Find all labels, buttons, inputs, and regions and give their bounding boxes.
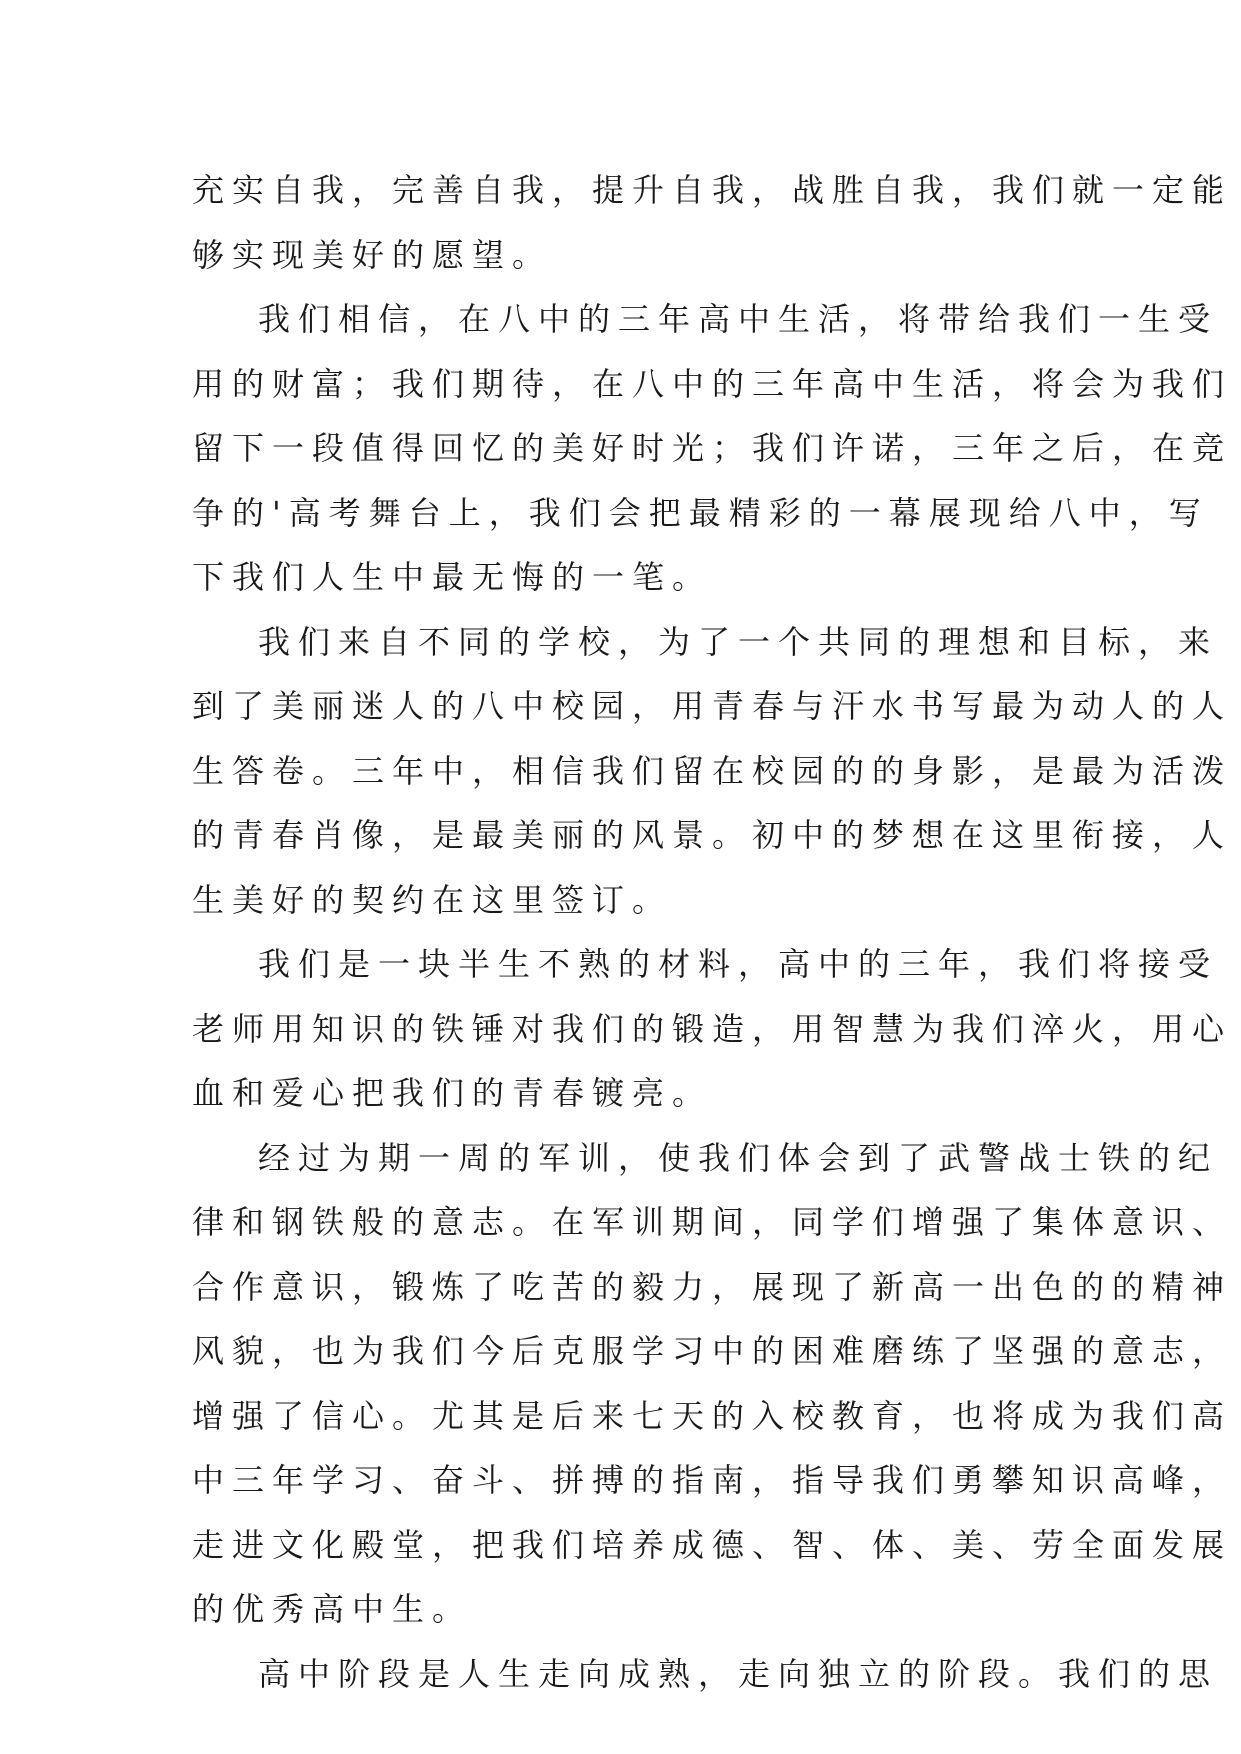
text-line: 生美好的契约在这里签订。 xyxy=(192,880,673,919)
text-line: 风貌，也为我们今后克服学习中的困难磨练了坚强的意志， xyxy=(192,1332,1233,1370)
text-line: 到了美丽迷人的八中校园，用青春与汗水书写最为动人的人 xyxy=(192,687,1233,725)
text-line: 我们来自不同的学校，为了一个共同的理想和目标，来 xyxy=(258,622,1219,661)
text-line: 充实自我，完善自我，提升自我，战胜自我，我们就一定能 xyxy=(192,171,1233,209)
text-line: 高中阶段是人生走向成熟，走向独立的阶段。我们的思 xyxy=(258,1654,1219,1693)
text-line: 够实现美好的愿望。 xyxy=(192,235,553,274)
text-line: 律和钢铁般的意志。在军训期间，同学们增强了集体意识、 xyxy=(192,1203,1233,1241)
text-line: 老师用知识的铁锤对我们的锻造，用智慧为我们淬火，用心 xyxy=(192,1009,1233,1048)
text-line: 我们是一块半生不熟的材料，高中的三年，我们将接受 xyxy=(258,945,1219,983)
text-line: 血和爱心把我们的青春镀亮。 xyxy=(192,1074,713,1112)
text-line: 走进文化殿堂，把我们培养成德、智、体、美、劳全面发展 xyxy=(192,1525,1233,1564)
text-line: 下我们人生中最无悔的一笔。 xyxy=(192,558,713,596)
text-line: 的青春肖像，是最美丽的风景。初中的梦想在这里衔接，人 xyxy=(192,816,1233,854)
text-line: 我们相信，在八中的三年高中生活，将带给我们一生受 xyxy=(258,300,1219,338)
text-line: 生答卷。三年中，相信我们留在校园的的身影，是最为活泼 xyxy=(192,751,1233,790)
text-line: 用的财富；我们期待，在八中的三年高中生活，将会为我们 xyxy=(192,364,1233,403)
text-line: 的优秀高中生。 xyxy=(192,1590,473,1628)
body-text xyxy=(192,158,1233,1706)
text-line: 争的'高考舞台上，我们会把最精彩的一幕展现给八中，写 xyxy=(192,493,1209,532)
text-line: 经过为期一周的军训，使我们体会到了武警战士铁的纪 xyxy=(258,1138,1219,1177)
text-line: 留下一段值得回忆的美好时光；我们许诺，三年之后，在竞 xyxy=(192,429,1233,467)
text-line: 中三年学习、奋斗、拼搏的指南，指导我们勇攀知识高峰， xyxy=(192,1461,1233,1499)
text-line: 增强了信心。尤其是后来七天的入校教育，也将成为我们高 xyxy=(192,1396,1233,1435)
text-line: 合作意识，锻炼了吃苦的毅力，展现了新高一出色的的精神 xyxy=(192,1267,1233,1306)
